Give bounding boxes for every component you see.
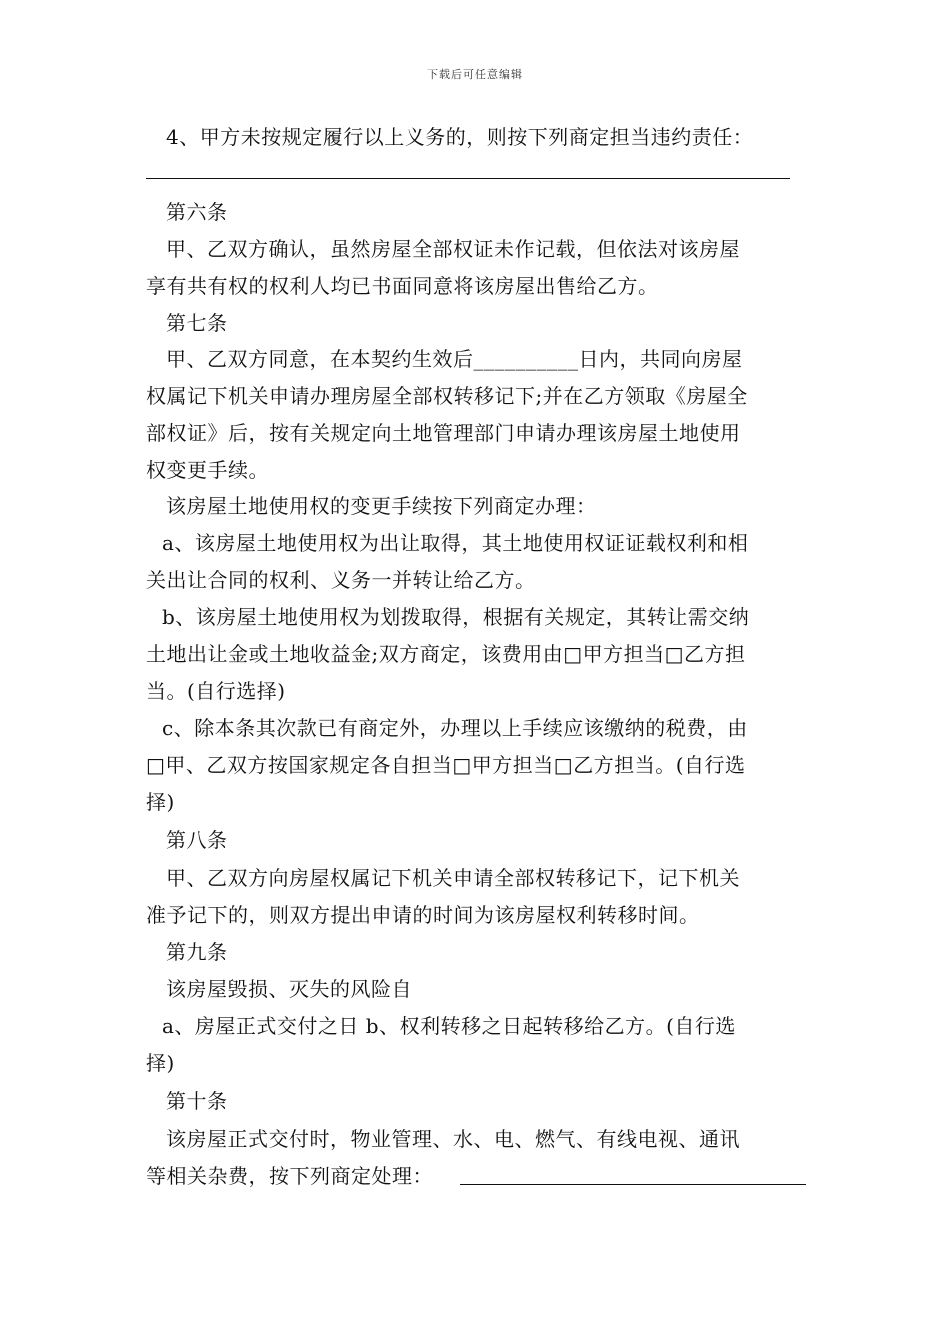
- article-9-text: a、房屋正式交付之日 b、权利转移之日起转移给乙方。(自行选: [162, 1014, 736, 1038]
- article-7-text: 权属记下机关申请办理房屋全部权转移记下;并在乙方领取《房屋全: [146, 384, 748, 408]
- article-6-text: 享有共有权的权利人均已书面同意将该房屋出售给乙方。: [146, 274, 659, 298]
- article-7-subheading: 该房屋土地使用权的变更手续按下列商定办理：: [166, 494, 597, 518]
- article-7-item-c: 择): [146, 790, 175, 814]
- article-7-item-b: b、该房屋土地使用权为划拨取得，根据有关规定，其转让需交纳: [162, 605, 750, 629]
- article-7-item-a: 关出让合同的权利、义务一并转让给乙方。: [146, 568, 536, 592]
- article-10-text: 等相关杂费，按下列商定处理：: [146, 1164, 433, 1188]
- article-7-text: 权变更手续。: [146, 458, 269, 482]
- article-8-heading: 第八条: [166, 828, 228, 852]
- article-7-heading: 第七条: [166, 311, 228, 335]
- article-7-item-c: □甲、乙双方按国家规定各自担当□甲方担当□乙方担当。(自行选: [146, 753, 746, 777]
- article-8-text: 甲、乙双方向房屋权属记下机关申请全部权转移记下，记下机关: [166, 866, 740, 890]
- article-7-item-a: a、该房屋土地使用权为出让取得，其土地使用权证证载权利和相: [162, 531, 749, 555]
- article-7-item-b: 土地出让金或土地收益金;双方商定，该费用由□甲方担当□乙方担: [146, 642, 746, 666]
- article-10-heading: 第十条: [166, 1089, 228, 1113]
- blank-line: [460, 1184, 806, 1185]
- article-8-text: 准予记下的，则双方提出申请的时间为该房屋权利转移时间。: [146, 903, 700, 927]
- blank-line: [146, 178, 790, 179]
- article-9-text: 该房屋毁损、灭失的风险自: [166, 977, 412, 1001]
- article-9-heading: 第九条: [166, 940, 228, 964]
- clause-5-item-4: 4、甲方未按规定履行以上义务的，则按下列商定担当违约责任：: [166, 125, 754, 149]
- article-7-text: 部权证》后，按有关规定向土地管理部门申请办理该房屋土地使用: [146, 421, 741, 445]
- article-10-text: 该房屋正式交付时，物业管理、水、电、燃气、有线电视、通讯: [166, 1127, 740, 1151]
- page-header: 下载后可任意编辑: [427, 68, 523, 81]
- article-7-item-c: c、除本条其次款已有商定外，办理以上手续应该缴纳的税费，由: [162, 716, 748, 740]
- article-6-heading: 第六条: [166, 200, 228, 224]
- article-7-text: 甲、乙双方同意，在本契约生效后__________日内，共同向房屋: [166, 347, 743, 371]
- article-9-text: 择): [146, 1051, 175, 1075]
- article-7-item-b: 当。(自行选择): [146, 679, 286, 703]
- article-6-text: 甲、乙双方确认，虽然房屋全部权证未作记载，但依法对该房屋: [166, 237, 740, 261]
